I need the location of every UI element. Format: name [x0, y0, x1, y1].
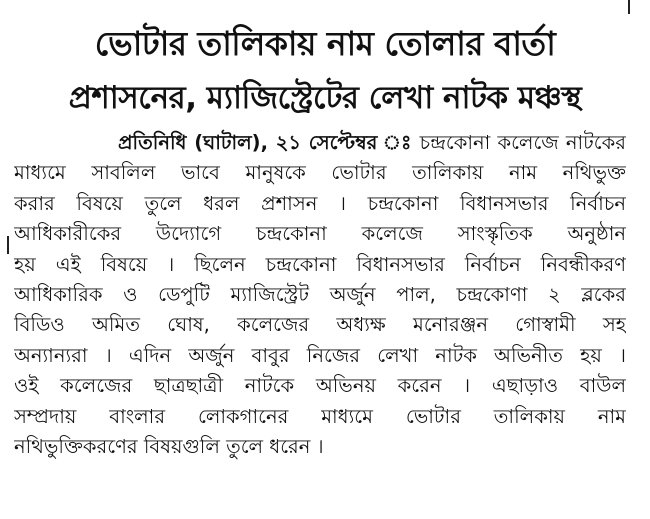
article-line-10: সম্প্রদায় বাংলার লোকগানের মাধ্যমে ভোটার তালিকায় নাম	[14, 404, 626, 428]
article-body	[14, 128, 626, 462]
article-line-5: হয় এই বিষয়ে । ছিলেন চন্দ্রকোনা বিধানসভার নির্বাচন নিবন্ধীকরণ	[14, 252, 626, 276]
article-line-8: অন্যান্যরা । এদিন অর্জুন বাবুর নিজের লেখা নাটক অভিনীত হয় ।	[14, 343, 626, 367]
dateline: প্রতিনিধি (ঘাটাল), ২১ সেপ্টেম্বর ঃ	[118, 131, 413, 154]
article-line-11: নথিভুক্তিকরণের বিষয়গুলি তুলে ধরেন ।	[14, 434, 324, 458]
headline-line-1: ভোটার তালিকায় নাম তোলার বার্তা	[94, 24, 556, 63]
column-rule-top-right	[628, 0, 630, 14]
article-text: চন্দ্রকোনা কলেজে নাটকের	[412, 131, 626, 154]
article-line-3: করার বিষয়ে তুলে ধরল প্রশাসন । চন্দ্রকোনা বিধানসভার নির্বাচন	[14, 191, 626, 215]
article-line-1	[14, 128, 626, 158]
article-line-7: বিডিও অমিত ঘোষ, কলেজের অধ্যক্ষ মনোরঞ্জন গোস্বামী সহ	[14, 313, 626, 337]
article-line-9: ওই কলেজের ছাত্রছাত্রী নাটকে অভিনয় করেন । এছাড়াও বাউল	[14, 374, 626, 398]
article-line-2: মাধ্যমে সাবলিল ভাবে মানুষকে ভোটার তালিকায় নাম নথিভুক্ত	[14, 161, 626, 185]
article-line-4: আধিকারীকের উদ্যোগে চন্দ্রকোনা কলেজে সাংস্কৃতিক অনুষ্ঠান	[14, 222, 626, 246]
column-rule-left	[7, 236, 9, 254]
article-line-6: আধিকারিক ও ডেপুটি ম্যাজিস্ট্রেট অর্জুন পাল, চন্দ্রকোণা ২ ব্লকের	[14, 282, 626, 306]
headline-line-2: প্রশাসনের, ম্যাজিস্ট্রেটের লেখা নাটক মঞ্চস্থ	[68, 80, 582, 116]
